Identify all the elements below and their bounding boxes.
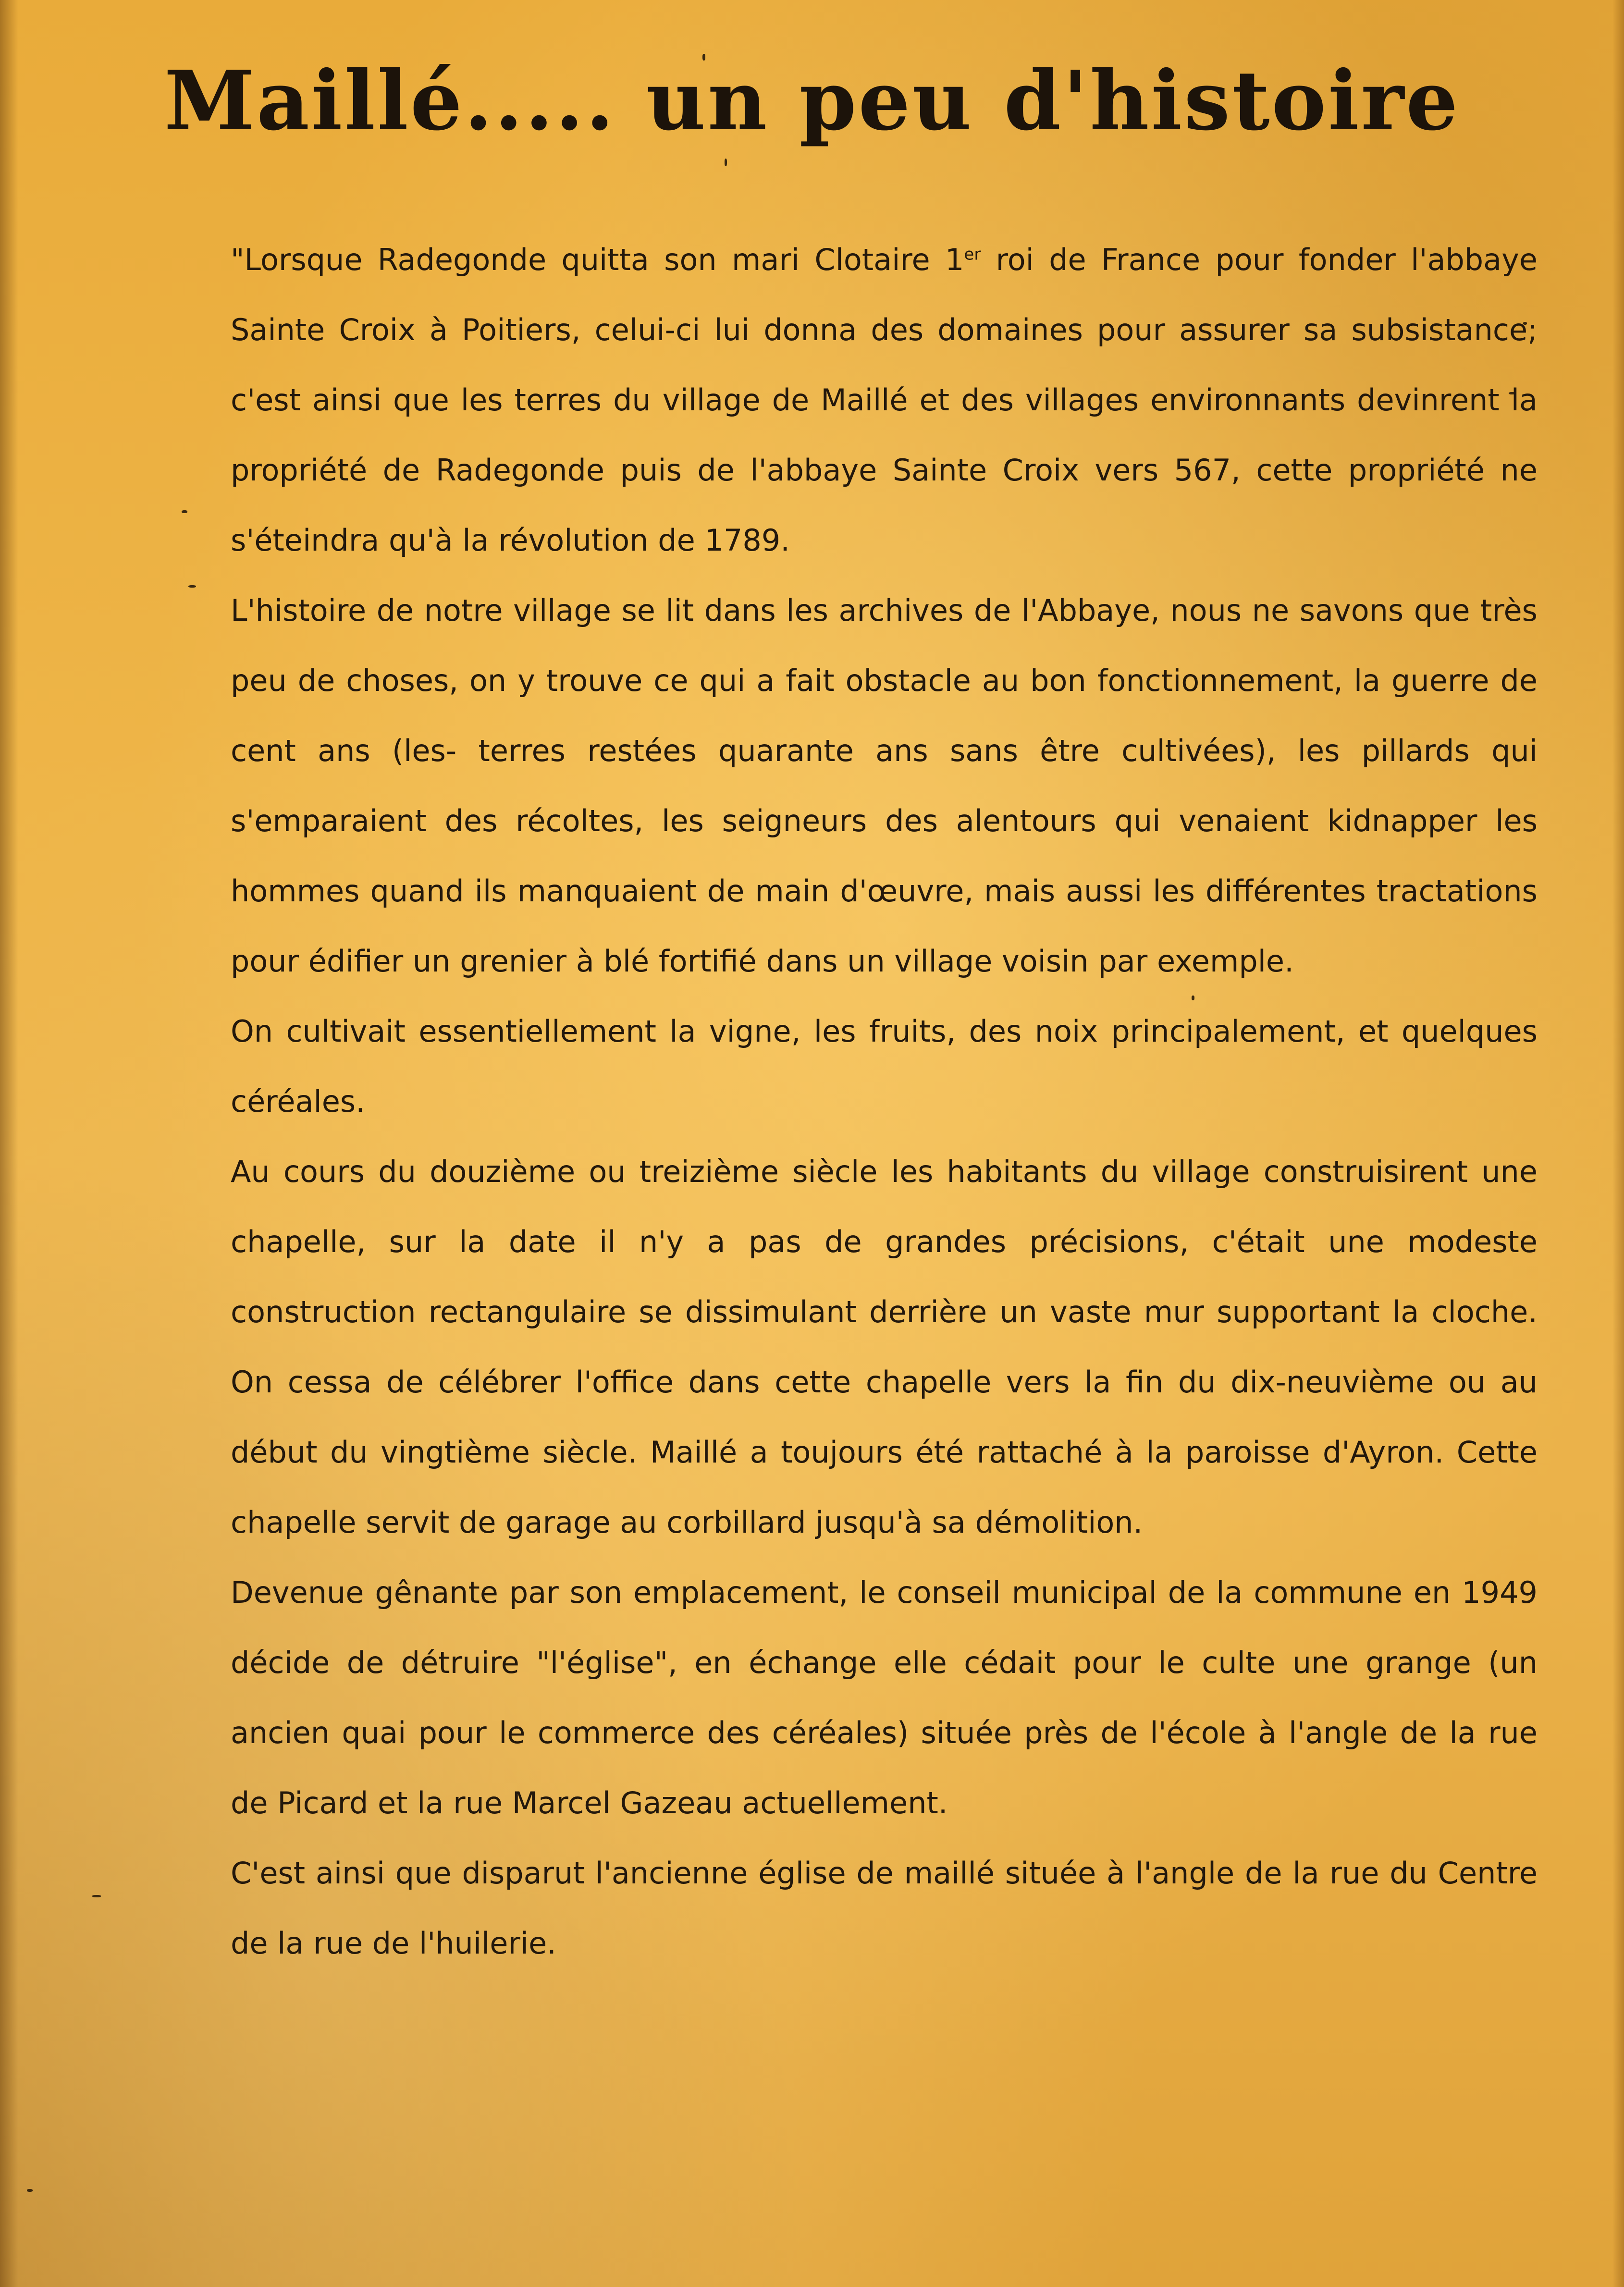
paper-speck bbox=[27, 2189, 33, 2192]
page-title: Maillé..... un peu d'histoire bbox=[164, 53, 1460, 149]
paper-speck bbox=[188, 585, 196, 588]
document-body bbox=[231, 225, 1538, 1979]
paragraph-1: "Lorsque Radegonde quitta son mari Clotaire 1er roi de France pour fonder l'abbaye Sainte Croix à Poitiers, celui-ci lui donna des domaines pour assurer sa subsistance; c'est ainsi que les terres du village de Maillé et des villages environnants devinrent la propriété de Radegonde puis de l'abbaye Sainte Croix vers 567, cette propriété ne s'éteindra qu'à la révolution de 1789. bbox=[231, 242, 1538, 558]
paragraph-6: C'est ainsi que disparut l'ancienne église de maillé située à l'angle de la rue du Centre de la rue de l'huilerie. bbox=[231, 1856, 1538, 1961]
paper-speck bbox=[182, 510, 187, 513]
ordinal-superscript: er bbox=[964, 245, 981, 264]
paragraph-4: Au cours du douzième ou treizième siècle les habitants du village construisirent une chapelle, sur la date il n'y a pas de grandes précisions, c'était une modeste construction rectangulaire se dissimulant derrière un vaste mur supportant la cloche. On cessa de célébrer l'office dans cette chapelle vers la fin du dix-neuvième ou au début du vingtième siècle. Maillé a toujours été rattaché à la paroisse d'Ayron. Cette chapelle servit de garage au corbillard jusqu'à sa démolition. bbox=[231, 1154, 1538, 1540]
left-shadow-edge bbox=[0, 0, 18, 2287]
right-shadow-edge bbox=[1612, 0, 1624, 2287]
paper-speck bbox=[92, 1895, 101, 1897]
paragraph-3: On cultivait essentiellement la vigne, les fruits, des noix principalement, et quelques céréales. bbox=[231, 1014, 1538, 1119]
paragraph-5: Devenue gênante par son emplacement, le conseil municipal de la commune en 1949 décide de détruire "l'église", en échange elle cédait pour le culte une grange (un ancien quai pour le commerce des céréales) située près de l'école à l'angle de la rue de Picard et la rue Marcel Gazeau actuellement. bbox=[231, 1575, 1538, 1820]
paper-speck bbox=[725, 159, 727, 166]
paragraph-2: L'histoire de notre village se lit dans les archives de l'Abbaye, nous ne savons que très peu de choses, on y trouve ce qui a fait obstacle au bon fonctionnement, la guerre de cent ans (les- terres restées quarante ans sans être cultivées), les pillards qui s'emparaient des récoltes, les seigneurs des alentours qui venaient kidnapper les hommes quand ils manquaient de main d'œuvre, mais aussi les différentes tractations pour édifier un grenier à blé fortifié dans un village voisin par exemple. bbox=[231, 593, 1538, 979]
